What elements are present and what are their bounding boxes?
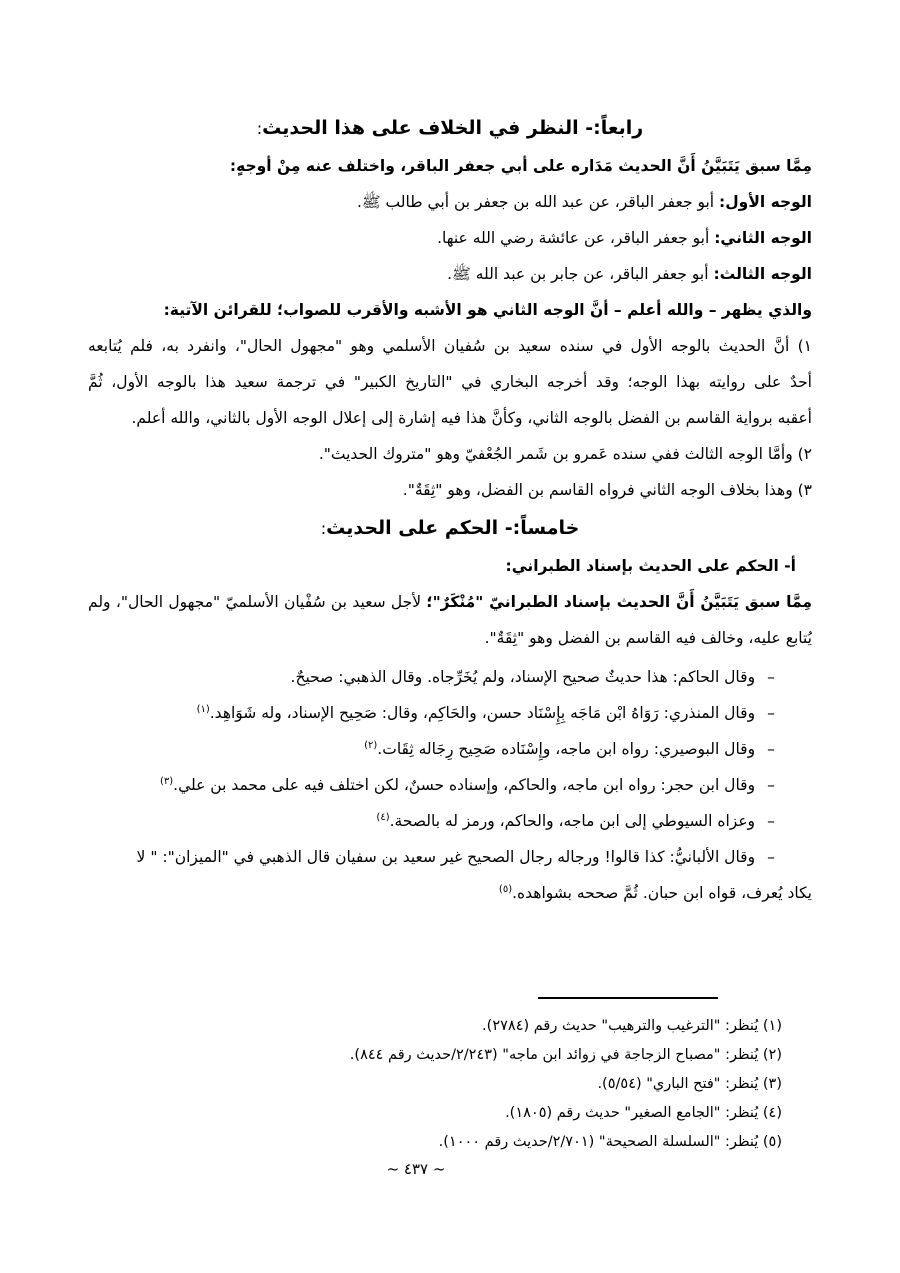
verdict-line2: يُتابع عليه، وخالف فيه القاسم بن الفضل وهو "ثِقَةٌ".: [484, 629, 812, 647]
face1-line: [88, 184, 812, 220]
footnote-ref: (١): [196, 704, 210, 715]
section5-heading: [88, 508, 812, 548]
quote-text: وقال الحاكم: هذا حديثٌ صحيح الإسناد، ولم يُخَرِّجاه. وقال الذهبي: صحيحٌ.: [290, 668, 756, 687]
face3-line: [88, 256, 812, 292]
section4-heading-title: رابعاً:- النظر في الخلاف على هذا الحديث: [262, 117, 644, 139]
dash-marker: –: [767, 812, 775, 831]
face2-text: أبو جعفر الباقر، عن عائشة رضي الله عنها.: [437, 229, 715, 247]
footnotes: [350, 1012, 782, 1157]
page-number: ~ ٤٣٧ ~: [386, 1160, 446, 1178]
footnote-item: (٥) يُنظر: "السلسلة الصحيحة" (٢/٧٠١/حديث رقم ١٠٠٠).: [438, 1134, 782, 1150]
face2-label: الوجه الثاني:: [714, 229, 812, 247]
evidence1-line1: ١) أنَّ الحديث بالوجه الأول في سنده سعيد بن سُفيان الأسلمي وهو "مجهول الحال"، وانفرد به، فلم يُتابعه: [88, 337, 812, 355]
footnote-item: (٢) يُنظر: "مصباح الزجاجة في زوائد ابن ماجه" (٢/٢٤٣/حديث رقم ٨٤٤).: [349, 1047, 782, 1063]
quote-item: [88, 764, 812, 800]
footnote-ref: (٥): [498, 884, 513, 895]
main-text: [88, 108, 812, 908]
footnote-ref: (٢): [364, 740, 378, 751]
face3-text: أبو جعفر الباقر، عن جابر بن عبد الله ﷺ.: [447, 265, 714, 283]
section4-conclusion: والذي يظهر – والله أعلم – أنَّ الوجه الثاني هو الأشبه والأقرب للصواب؛ للقرائن الآتية:: [163, 301, 812, 319]
footnote-item: (١) يُنظر: "الترغيب والترهيب" حديث رقم (٢٧٨٤).: [482, 1018, 782, 1034]
dash-marker: –: [767, 704, 775, 723]
quote-continuation: [88, 872, 812, 908]
footnote-separator: [538, 997, 718, 999]
face2-line: [88, 220, 812, 256]
quote-text: وقال ابن حجر: رواه ابن ماجه، والحاكم، وإسناده حسنٌ، لكن اختلف فيه على محمد بن علي.: [173, 776, 756, 795]
quote-item: [88, 656, 812, 692]
section5-subheading: أ- الحكم على الحديث بإسناد الطبراني:: [505, 557, 796, 575]
verdict-bold: مِمَّا سبق يَتَبَيَّنُ أَنَّ الحديث بإسناد الطبرانيّ "مُنْكَرٌ"؛: [426, 593, 812, 611]
evidence1-line2: أحدٌ على روايته بهذا الوجه؛ وقد أخرجه البخاري في "التاريخ الكبير" في ترجمة سعيد هذا بالوجه الأول، ثُمَّ: [88, 373, 812, 391]
face3-label: الوجه الثالث:: [713, 265, 812, 283]
dash-marker: –: [767, 776, 775, 795]
face1-text: أبو جعفر الباقر، عن عبد الله بن جعفر بن أبي طالب ﷺ.: [356, 193, 720, 211]
verdict-line1: [88, 584, 812, 620]
footnote-item: (٣) يُنظر: "فتح الباري" (٥/٥٤).: [597, 1076, 782, 1092]
section4-intro: مِمَّا سبق يَتَبَيَّنُ أَنَّ الحديث مَدَاره على أبي جعفر الباقر، واختلف عنه مِنْ أوجهٍ:: [229, 157, 812, 175]
footnote-item: (٤) يُنظر: "الجامع الصغير" حديث رقم (١٨٠٥).: [505, 1105, 782, 1121]
section4-heading-colon: :: [256, 119, 263, 138]
evidence2: ٢) وأمَّا الوجه الثالث ففي سنده عَمرو بن شَمر الجُعْفيّ وهو "متروك الحديث".: [318, 445, 812, 463]
quote-item: [88, 836, 812, 872]
verdict-rest: لأجل سعيد بن سُفْيان الأسلميّ "مجهول الحال"، ولم: [88, 593, 427, 611]
quote-text: وقال الألبانيُّ: كذا قالوا! ورجاله رجال الصحيح غير سعيد بن سفيان قال الذهبي في "الميزان": " لا: [136, 848, 756, 867]
face1-label: الوجه الأول:: [719, 193, 812, 211]
quote-item: [88, 692, 812, 728]
footnote-ref: (٣): [159, 776, 174, 787]
quote-text: وقال البوصيري: رواه ابن ماجه، وإِسْنَاده صَحِيح رِجَاله ثِقَات.: [377, 740, 756, 759]
quote-text: وعزاه السيوطي إلى ابن ماجه، والحاكم، ورمز له بالصحة.: [389, 812, 756, 831]
dash-marker: –: [767, 848, 775, 867]
quote-text: وقال المنذري: رَوَاهُ ابْن مَاجَه بِإِسْنَاد حسن، والحَاكِم، وقال: صَحِيح الإسناد، وله شَوَاهِد.: [209, 704, 756, 723]
footnote-ref: (٤): [376, 812, 390, 823]
dash-marker: –: [767, 740, 775, 759]
section5-heading-title: خامساً:- الحكم على الحديث: [326, 517, 580, 539]
evidence3: ٣) وهذا بخلاف الوجه الثاني فرواه القاسم بن الفضل، وهو "ثِقَةٌ".: [402, 481, 812, 499]
evidence1-line3: أعقبه برواية القاسم بن الفضل بالوجه الثاني، وكأنَّ هذا فيه إشارة إلى إعلال الوجه الأول بالثاني، والله أعلم.: [131, 409, 812, 427]
quote-item: [88, 728, 812, 764]
section5-heading-colon: :: [320, 519, 327, 538]
quote-item: [88, 800, 812, 836]
dash-marker: –: [767, 668, 775, 687]
section4-heading: [88, 108, 812, 148]
quote-last-line: يكاد يُعرف، قواه ابن حبان. ثُمَّ صححه بشواهده.: [512, 884, 812, 903]
